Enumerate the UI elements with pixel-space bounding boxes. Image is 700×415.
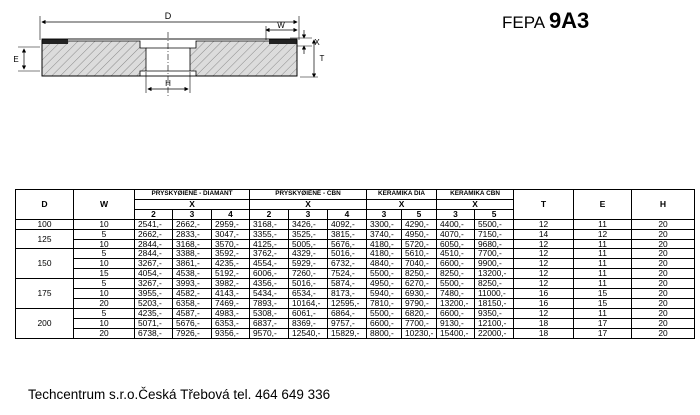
cell-price: 4950,- bbox=[402, 229, 437, 239]
cell-price: 6050,- bbox=[437, 239, 475, 249]
cell-price: 8250,- bbox=[475, 279, 514, 289]
cell-price: 6600,- bbox=[437, 259, 475, 269]
sub-header: 3 bbox=[437, 209, 475, 219]
cell-w: 10 bbox=[74, 239, 135, 249]
cell-price: 12100,- bbox=[475, 318, 514, 328]
cell-price: 7926,- bbox=[173, 328, 212, 338]
cell-d: 200 bbox=[16, 308, 74, 338]
cell-price: 18150,- bbox=[475, 298, 514, 308]
cell-t: 18 bbox=[514, 328, 574, 338]
header-row-groups bbox=[16, 190, 695, 200]
header-w: W bbox=[74, 190, 135, 220]
cell-price: 3762,- bbox=[250, 249, 289, 259]
cell-price: 3047,- bbox=[212, 229, 250, 239]
dimension-e-label: E bbox=[13, 55, 19, 64]
cell-e: 11 bbox=[574, 269, 632, 279]
cell-price: 3267,- bbox=[135, 279, 173, 289]
cell-price: 4235,- bbox=[135, 308, 173, 318]
cell-price: 3740,- bbox=[367, 229, 402, 239]
cell-price: 7040,- bbox=[402, 259, 437, 269]
table-row bbox=[16, 298, 695, 308]
table-row bbox=[16, 259, 695, 269]
cell-h: 20 bbox=[632, 298, 695, 308]
cell-price: 6534,- bbox=[289, 289, 328, 299]
cell-price: 6061,- bbox=[289, 308, 328, 318]
cell-w: 20 bbox=[74, 328, 135, 338]
cell-price: 5874,- bbox=[328, 279, 367, 289]
cell-price: 2959,- bbox=[212, 219, 250, 229]
cell-price: 3982,- bbox=[212, 279, 250, 289]
cell-price: 3168,- bbox=[250, 219, 289, 229]
sub-header: 5 bbox=[475, 209, 514, 219]
cell-h: 20 bbox=[632, 229, 695, 239]
cell-price: 4092,- bbox=[328, 219, 367, 229]
cell-t: 18 bbox=[514, 318, 574, 328]
table-row bbox=[16, 289, 695, 299]
cell-price: 9757,- bbox=[328, 318, 367, 328]
cell-h: 20 bbox=[632, 308, 695, 318]
cell-h: 20 bbox=[632, 289, 695, 299]
cell-price: 9356,- bbox=[212, 328, 250, 338]
abrasive-layer-left bbox=[42, 39, 68, 44]
cell-price: 6732,- bbox=[328, 259, 367, 269]
cell-price: 6600,- bbox=[437, 308, 475, 318]
table-row bbox=[16, 249, 695, 259]
cell-price: 4538,- bbox=[173, 269, 212, 279]
cell-price: 3993,- bbox=[173, 279, 212, 289]
cell-d: 100 bbox=[16, 219, 74, 229]
cell-price: 5308,- bbox=[250, 308, 289, 318]
cell-price: 4290,- bbox=[402, 219, 437, 229]
cell-price: 5071,- bbox=[135, 318, 173, 328]
cell-t: 12 bbox=[514, 259, 574, 269]
cell-price: 5192,- bbox=[212, 269, 250, 279]
header-e: E bbox=[574, 190, 632, 220]
dimension-t-label: T bbox=[319, 54, 325, 63]
cell-e: 17 bbox=[574, 318, 632, 328]
group-ceramic-cbn: KERAMIKA CBN bbox=[437, 190, 514, 200]
cell-e: 11 bbox=[574, 279, 632, 289]
cell-t: 12 bbox=[514, 279, 574, 289]
cell-price: 3426,- bbox=[289, 219, 328, 229]
cell-price: 3300,- bbox=[367, 219, 402, 229]
cell-price: 3388,- bbox=[173, 249, 212, 259]
cell-w: 10 bbox=[74, 219, 135, 229]
cell-price: 7150,- bbox=[475, 229, 514, 239]
cell-price: 5500,- bbox=[367, 308, 402, 318]
cell-e: 11 bbox=[574, 239, 632, 249]
header-t: T bbox=[514, 190, 574, 220]
cell-e: 11 bbox=[574, 249, 632, 259]
dimension-d-label: D bbox=[164, 11, 172, 21]
cell-price: 5434,- bbox=[250, 289, 289, 299]
cell-price: 7700,- bbox=[475, 249, 514, 259]
cell-price: 2844,- bbox=[135, 239, 173, 249]
cell-price: 2662,- bbox=[135, 229, 173, 239]
cell-price: 3525,- bbox=[289, 229, 328, 239]
cell-price: 4582,- bbox=[173, 289, 212, 299]
cell-price: 4554,- bbox=[250, 259, 289, 269]
product-title bbox=[502, 8, 589, 34]
cell-h: 20 bbox=[632, 259, 695, 269]
cell-price: 22000,- bbox=[475, 328, 514, 338]
cell-price: 5203,- bbox=[135, 298, 173, 308]
table-row bbox=[16, 229, 695, 239]
cell-price: 4125,- bbox=[250, 239, 289, 249]
sub-header: 3 bbox=[289, 209, 328, 219]
cell-price: 7480,- bbox=[437, 289, 475, 299]
cell-price: 4840,- bbox=[367, 259, 402, 269]
cell-h: 20 bbox=[632, 249, 695, 259]
cell-price: 4983,- bbox=[212, 308, 250, 318]
cell-price: 6006,- bbox=[250, 269, 289, 279]
cell-price: 6738,- bbox=[135, 328, 173, 338]
sub-header: 3 bbox=[367, 209, 402, 219]
cell-price: 5500,- bbox=[475, 219, 514, 229]
cell-e: 15 bbox=[574, 298, 632, 308]
cell-price: 2833,- bbox=[173, 229, 212, 239]
cell-price: 12595,- bbox=[328, 298, 367, 308]
cell-price: 10164,- bbox=[289, 298, 328, 308]
x-label: X bbox=[437, 199, 514, 209]
x-label: X bbox=[250, 199, 367, 209]
cell-t: 12 bbox=[514, 308, 574, 318]
cell-price: 8173,- bbox=[328, 289, 367, 299]
cell-h: 20 bbox=[632, 269, 695, 279]
cell-price: 4235,- bbox=[212, 259, 250, 269]
cell-t: 16 bbox=[514, 298, 574, 308]
cell-t: 12 bbox=[514, 239, 574, 249]
cell-price: 4510,- bbox=[437, 249, 475, 259]
title-prefix: FEPA bbox=[502, 13, 545, 32]
table-row bbox=[16, 239, 695, 249]
cell-w: 5 bbox=[74, 308, 135, 318]
cell-price: 15829,- bbox=[328, 328, 367, 338]
cell-price: 3955,- bbox=[135, 289, 173, 299]
cell-price: 8250,- bbox=[402, 269, 437, 279]
cell-price: 5016,- bbox=[328, 249, 367, 259]
cell-price: 6600,- bbox=[367, 318, 402, 328]
cell-price: 2844,- bbox=[135, 249, 173, 259]
cell-h: 20 bbox=[632, 239, 695, 249]
cell-e: 15 bbox=[574, 289, 632, 299]
cell-t: 16 bbox=[514, 289, 574, 299]
cell-t: 14 bbox=[514, 229, 574, 239]
cell-e: 11 bbox=[574, 259, 632, 269]
sub-header: 2 bbox=[135, 209, 173, 219]
cell-w: 5 bbox=[74, 229, 135, 239]
cell-price: 5929,- bbox=[289, 259, 328, 269]
cell-price: 3592,- bbox=[212, 249, 250, 259]
cell-price: 2662,- bbox=[173, 219, 212, 229]
cell-price: 8250,- bbox=[437, 269, 475, 279]
cell-w: 10 bbox=[74, 289, 135, 299]
wheel-body-left bbox=[42, 41, 146, 76]
company-contact: Techcentrum s.r.o.Česká Třebová tel. 464 649 336 bbox=[28, 387, 331, 402]
cell-price: 6864,- bbox=[328, 308, 367, 318]
cell-price: 6270,- bbox=[402, 279, 437, 289]
cell-price: 12540,- bbox=[289, 328, 328, 338]
cell-e: 12 bbox=[574, 229, 632, 239]
sub-header: 4 bbox=[328, 209, 367, 219]
cell-price: 8800,- bbox=[367, 328, 402, 338]
cell-price: 5016,- bbox=[289, 279, 328, 289]
cell-price: 6837,- bbox=[250, 318, 289, 328]
cell-price: 3267,- bbox=[135, 259, 173, 269]
cell-h: 20 bbox=[632, 219, 695, 229]
cell-t: 12 bbox=[514, 249, 574, 259]
price-table bbox=[15, 189, 695, 339]
cell-d: 150 bbox=[16, 249, 74, 279]
cell-price: 6820,- bbox=[402, 308, 437, 318]
cell-price: 7810,- bbox=[367, 298, 402, 308]
cell-price: 2541,- bbox=[135, 219, 173, 229]
group-resin-cbn: PRYSKYØIÈNÉ - CBN bbox=[250, 190, 367, 200]
title-code: 9A3 bbox=[548, 8, 590, 33]
cell-w: 5 bbox=[74, 249, 135, 259]
cell-w: 10 bbox=[74, 318, 135, 328]
cell-price: 4400,- bbox=[437, 219, 475, 229]
sub-header: 3 bbox=[173, 209, 212, 219]
cell-price: 4950,- bbox=[367, 279, 402, 289]
cell-w: 15 bbox=[74, 269, 135, 279]
sub-header: 4 bbox=[212, 209, 250, 219]
wheel-body-right bbox=[190, 41, 297, 76]
cell-e: 17 bbox=[574, 328, 632, 338]
cell-price: 7260,- bbox=[289, 269, 328, 279]
table-body bbox=[16, 219, 695, 338]
group-ceramic-dia: KERAMIKA DIA bbox=[367, 190, 437, 200]
cell-price: 7700,- bbox=[402, 318, 437, 328]
cell-h: 20 bbox=[632, 328, 695, 338]
cell-price: 4587,- bbox=[173, 308, 212, 318]
cell-price: 11000,- bbox=[475, 289, 514, 299]
cell-price: 4143,- bbox=[212, 289, 250, 299]
cell-price: 13200,- bbox=[475, 269, 514, 279]
cell-price: 9680,- bbox=[475, 239, 514, 249]
cell-price: 3570,- bbox=[212, 239, 250, 249]
cell-price: 9790,- bbox=[402, 298, 437, 308]
table-row bbox=[16, 308, 695, 318]
cell-price: 10230,- bbox=[402, 328, 437, 338]
cell-price: 3355,- bbox=[250, 229, 289, 239]
cell-price: 5500,- bbox=[437, 279, 475, 289]
cell-price: 9350,- bbox=[475, 308, 514, 318]
cell-price: 6930,- bbox=[402, 289, 437, 299]
cell-price: 5610,- bbox=[402, 249, 437, 259]
cell-e: 11 bbox=[574, 219, 632, 229]
cell-price: 6353,- bbox=[212, 318, 250, 328]
cell-t: 12 bbox=[514, 269, 574, 279]
cell-price: 5005,- bbox=[289, 239, 328, 249]
cell-h: 20 bbox=[632, 279, 695, 289]
table-row bbox=[16, 318, 695, 328]
x-label: X bbox=[135, 199, 250, 209]
cell-d: 125 bbox=[16, 229, 74, 249]
cell-price: 5676,- bbox=[328, 239, 367, 249]
cell-price: 5940,- bbox=[367, 289, 402, 299]
cell-price: 4356,- bbox=[250, 279, 289, 289]
cell-price: 13200,- bbox=[437, 298, 475, 308]
cell-price: 4054,- bbox=[135, 269, 173, 279]
table-row bbox=[16, 269, 695, 279]
cell-price: 9900,- bbox=[475, 259, 514, 269]
table-row bbox=[16, 279, 695, 289]
sub-header: 2 bbox=[250, 209, 289, 219]
header-h: H bbox=[632, 190, 695, 220]
group-resin-diamond: PRYSKYØIÈNÉ - DIAMANT bbox=[135, 190, 250, 200]
cell-price: 7893,- bbox=[250, 298, 289, 308]
cell-price: 9570,- bbox=[250, 328, 289, 338]
cell-d: 175 bbox=[16, 279, 74, 309]
cell-price: 4180,- bbox=[367, 239, 402, 249]
cell-w: 20 bbox=[74, 298, 135, 308]
cell-price: 4070,- bbox=[437, 229, 475, 239]
cell-w: 5 bbox=[74, 279, 135, 289]
dimension-x-label: X bbox=[314, 38, 320, 47]
dimension-w-label: W bbox=[277, 21, 285, 30]
cell-price: 7524,- bbox=[328, 269, 367, 279]
cell-price: 4180,- bbox=[367, 249, 402, 259]
table-row bbox=[16, 328, 695, 338]
header-d: D bbox=[16, 190, 74, 220]
cell-h: 20 bbox=[632, 318, 695, 328]
cell-price: 4329,- bbox=[289, 249, 328, 259]
cell-price: 3168,- bbox=[173, 239, 212, 249]
cell-price: 5720,- bbox=[402, 239, 437, 249]
cell-price: 3861,- bbox=[173, 259, 212, 269]
x-label: X bbox=[367, 199, 437, 209]
table-row bbox=[16, 219, 695, 229]
dimension-h-label: H bbox=[165, 79, 171, 88]
cell-price: 5500,- bbox=[367, 269, 402, 279]
abrasive-layer-right bbox=[269, 39, 297, 44]
cell-e: 11 bbox=[574, 308, 632, 318]
cell-price: 15400,- bbox=[437, 328, 475, 338]
cell-price: 9130,- bbox=[437, 318, 475, 328]
cell-t: 12 bbox=[514, 219, 574, 229]
cell-price: 3815,- bbox=[328, 229, 367, 239]
grinding-wheel-drawing bbox=[0, 0, 340, 105]
cell-price: 8369,- bbox=[289, 318, 328, 328]
sub-header: 5 bbox=[402, 209, 437, 219]
cell-price: 6358,- bbox=[173, 298, 212, 308]
cell-w: 10 bbox=[74, 259, 135, 269]
cell-price: 5676,- bbox=[173, 318, 212, 328]
cell-price: 7469,- bbox=[212, 298, 250, 308]
